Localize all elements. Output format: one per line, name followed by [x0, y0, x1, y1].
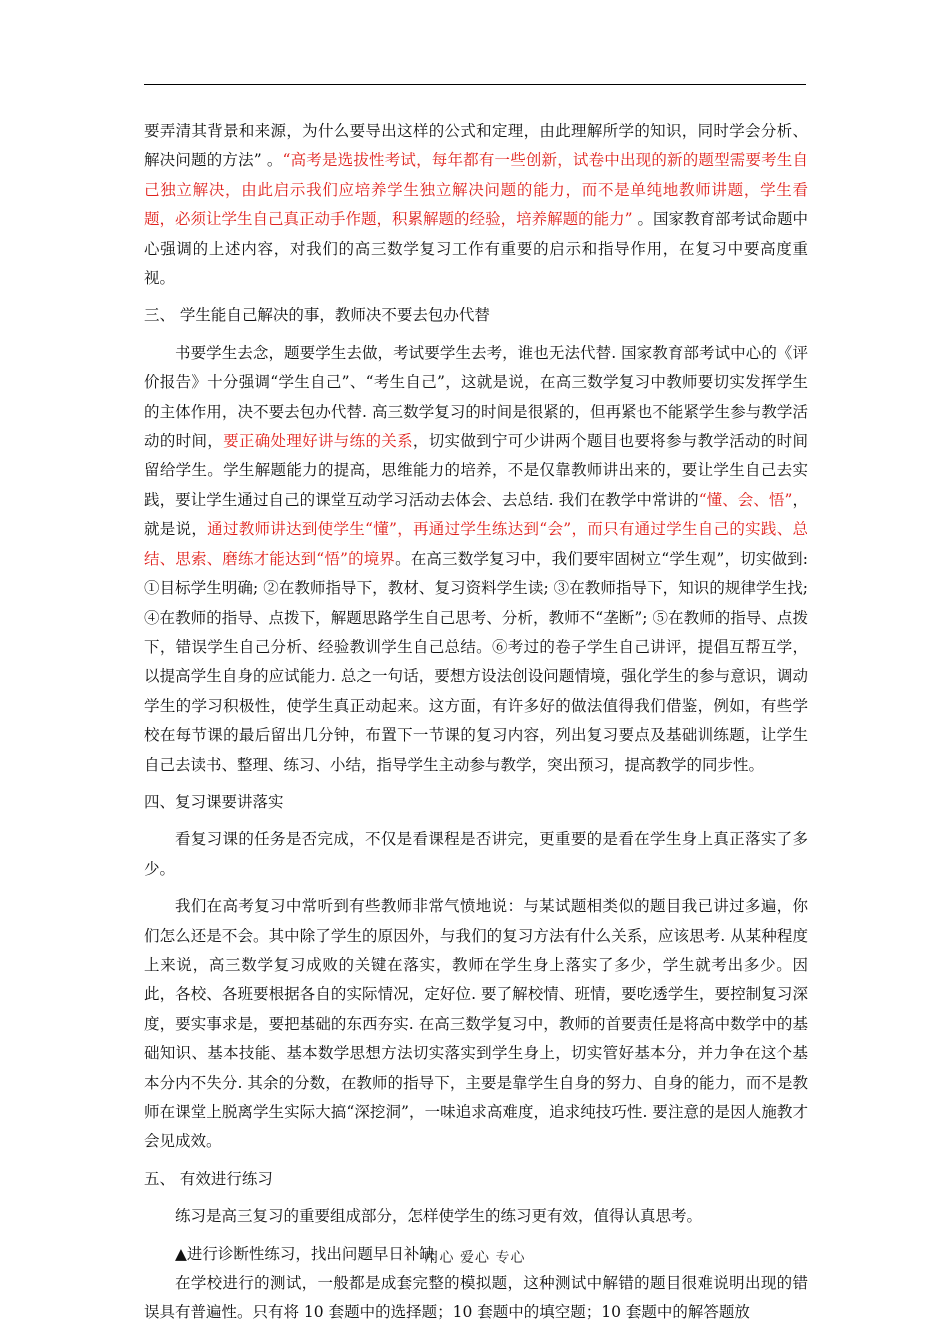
paragraph-intro [144, 117, 808, 293]
highlight-text: “懂、会、悟” [698, 490, 793, 509]
paragraph-section-4b: 我们在高考复习中常听到有些教师非常气愤地说：与某试题相类似的题目我已讲过多遍，你们怎么还是不会。其中除了学生的原因外，与我们的复习方法有什么关系，应该思考. 从某种程度上来说，高三数学复习成败的关键在落实，教师在学生身上落实了多少，学生就考出多少。因此，各校、各班要根据各自的实际情况，定好位. 要了解校情、班情，要吃透学生，要控制复习深度，要实事求是，要把基础的东西夯实. 在高三数学复习中，教师的首要责任是将高中数学中的基础知识、基本技能、基本数学思想方法切实落实到学生身上，切实管好基本分，并力争在这个基本分内不失分. 其余的分数，在教师的指导下，主要是靠学生自身的努力、自身的能力，而不是教师在课堂上脱离学生实际大搞“深挖洞”，一味追求高难度，追求纯技巧性. 要注意的是因人施教才会见成效。 [144, 897, 808, 1151]
section-heading-3: 三、 学生能自己解决的事，教师决不要去包办代替 [144, 306, 490, 325]
highlight-quote: “高考是选拔性考试，每年都有一些创新，试卷中出现的新的题型需要考生自己独立解决，由此启示我们应培养学生独立解决问题的能力，而不是单纯地教师讲题，学生看题，必须让学生自己真正动手作题，积累解题的经验，培养解题的能力” [144, 151, 808, 229]
section-heading-5: 五、 有效进行练习 [144, 1169, 273, 1188]
highlight-text: 要正确处理好讲与练的关系 [223, 432, 413, 451]
text-span: 。国家教育部考试命题中心强调的上述内容，对我们的高三数学复习工作有重要的启示和指导作用，在复习中要高度重视。 [144, 210, 808, 288]
section-heading-4: 四、复习课要讲落实 [144, 792, 284, 811]
text-span: 要弄清其背景和来源，为什么要导出这样的公式和定理，由此理解所学的知识，同时学会分析、解决问题的方法” 。 [144, 122, 808, 170]
paragraph-section-5: 练习是高三复习的重要组成部分，怎样使学生的练习更有效，值得认真思考。 [175, 1207, 703, 1226]
highlight-text: 通过教师讲达到使学生“懂”，再通过学生练达到“会”，而只有通过学生自己的实践、总结、思索、磨练才能达到“悟”的境界 [144, 520, 808, 568]
document-body [144, 117, 808, 1328]
subheading-diagnostic: ▲进行诊断性练习，找出问题早日补缺 [175, 1244, 435, 1263]
header-rule [144, 84, 806, 85]
paragraph-section-4a: 看复习课的任务是否完成，不仅是看课程是否讲完，更重要的是看在学生身上真正落实了多少。 [144, 830, 808, 878]
text-span: 。在高三数学复习中，我们要牢固树立“学生观”，切实做到: ①目标学生明确; ②在教师指导下，教材、复习资料学生读; ③在教师指导下，知识的规律学生找; ④在教师的指导、点拨下，解题思路学生自己思考、分析，教师不“垄断”; ⑤在教师的指导、点拨下，错误学生自己分析、经验教训学生自己总结。⑥考过的卷子学生自己讲评，提倡互帮互学，以提高学生自身的应试能力. 总之一句话，要想方设法创设问题情境，强化学生的参与意识，调动学生的学习积极性，使学生真正动起来。这方面，有许多好的做法值得我们借鉴，例如，有些学校在每节课的最后留出几分钟，布置下一节课的复习内容，列出复习要点及基础训练题，让学生自己去读书、整理、练习、小结，指导学生主动参与教学，突出预习，提高教学的同步性。 [144, 549, 808, 774]
paragraph-section-3 [144, 339, 808, 780]
text-span: 书要学生去念，题要学生去做，考试要学生去考，谁也无法代替. 国家教育部考试中心的《评价报告》十分强调“学生自己”、“考生自己”，这就是说，在高三数学复习中教师要切实发挥学生的主体作用，决不要去包办代替. 高三数学复习的时间是很紧的，但再紧也不能紧学生参与教学活动的时间， [144, 343, 808, 451]
page-footer: 用心 爱心 专心 [424, 1250, 526, 1266]
text-span: ，就是说， [144, 490, 809, 539]
paragraph-diagnostic: 在学校进行的测试，一般都是成套完整的模拟题，这种测试中解错的题目很难说明出现的错误具有普遍性。只有将 10 套题中的选择题；10 套题中的填空题；10 套题中的解答题放 [144, 1274, 808, 1322]
text-span: ，切实做到宁可少讲两个题目也要将参与教学活动的时间留给学生。学生解题能力的提高，思维能力的培养，不是仅靠教师讲出来的，要让学生自己去实践，要让学生通过自己的课堂互动学习活动去体会、去总结. 我们在教学中常讲的 [144, 432, 808, 509]
